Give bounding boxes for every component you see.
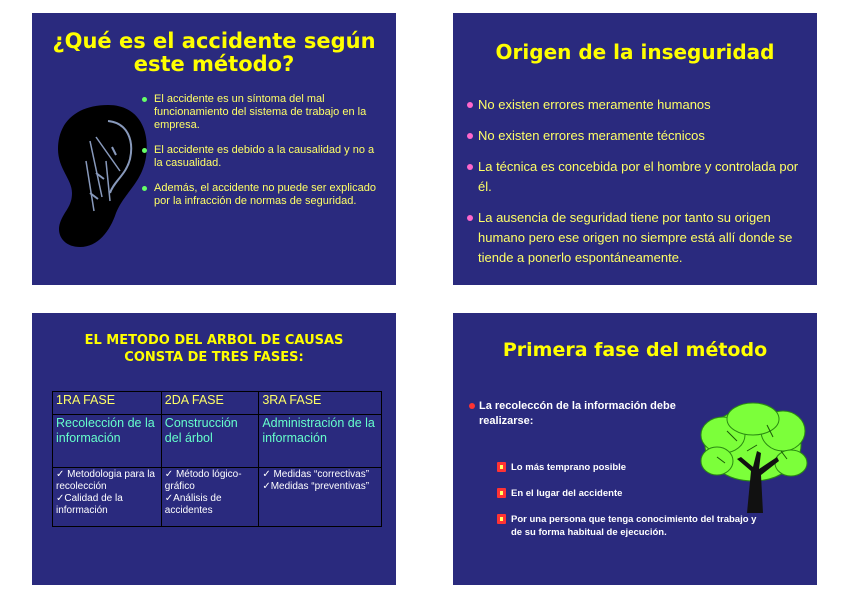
table-cell: Construcción del árbol [161,415,259,468]
list-item: El accidente es debido a la causalidad y no a la casualidad. [142,144,382,170]
table-cell: Recolección de la información [53,415,162,468]
table-cell: ✓ Medidas “correctivas” ✓Medidas “preventivas” [259,468,382,527]
table-cell: ✓ Metodologia para la recolección ✓Calidad de la información [53,468,162,527]
list-item: En el lugar del accidente [497,487,757,500]
table-header-cell: 1RA FASE [53,392,162,415]
slide-origen-inseguridad [453,13,817,285]
table-cell: Administración de la información [259,415,382,468]
list-item: El accidente es un síntoma del mal funcionamiento del sistema de trabajo en la empresa. [142,93,382,132]
table-header-cell: 3RA FASE [259,392,382,415]
slide2-title: Origen de la inseguridad [495,40,775,64]
slide1-title: ¿Qué es el accidente según este método? [52,29,376,76]
bullet-square-icon [497,488,506,498]
slide2-bullet-list [467,95,807,279]
table-header-cell: 2DA FASE [161,392,259,415]
slide-tres-fases [32,313,396,585]
ear-illustration [50,101,152,249]
slide3-title: EL METODO DEL ARBOL DE CAUSAS CONSTA DE TRES FASES: [84,333,344,365]
slide1-bullet-list [142,93,382,220]
table-row [53,468,382,527]
list-item: No existen errores meramente técnicos [467,126,807,146]
bullet-dot-icon [467,102,473,108]
slide4-intro: La recoleccón de la información debe realizarse: [479,399,729,429]
bullet-dot-icon [467,164,473,170]
table-cell: ✓ Método lógico-gráfico ✓Análisis de accidentes [161,468,259,527]
bullet-dot-icon [469,403,475,409]
bullet-dot-icon [142,97,147,102]
bullet-dot-icon [467,133,473,139]
bullet-dot-icon [142,186,147,191]
list-item: Lo más temprano posible [497,461,757,474]
bullet-square-icon [497,514,506,524]
list-item: La técnica es concebida por el hombre y controlada por él. [467,157,807,197]
list-item: La ausencia de seguridad tiene por tanto su origen humano pero ese origen no siempre está allí donde se tiende a ponerlo espontáneamente. [467,208,807,268]
list-item: Por una persona que tenga conocimiento del trabajo y de su forma habitual de ejecución. [497,513,757,539]
slide4-title: Primera fase del método [502,339,768,361]
slide-primera-fase [453,313,817,585]
slide-accidente-metodo [32,13,396,285]
list-item: Además, el accidente no puede ser explicado por la infracción de normas de seguridad. [142,182,382,208]
tree-icon [697,401,809,515]
bullet-square-icon [497,462,506,472]
bullet-dot-icon [467,215,473,221]
table-row [53,415,382,468]
list-item: No existen errores meramente humanos [467,95,807,115]
phases-table [52,391,382,527]
table-header-row [53,392,382,415]
bullet-dot-icon [142,148,147,153]
